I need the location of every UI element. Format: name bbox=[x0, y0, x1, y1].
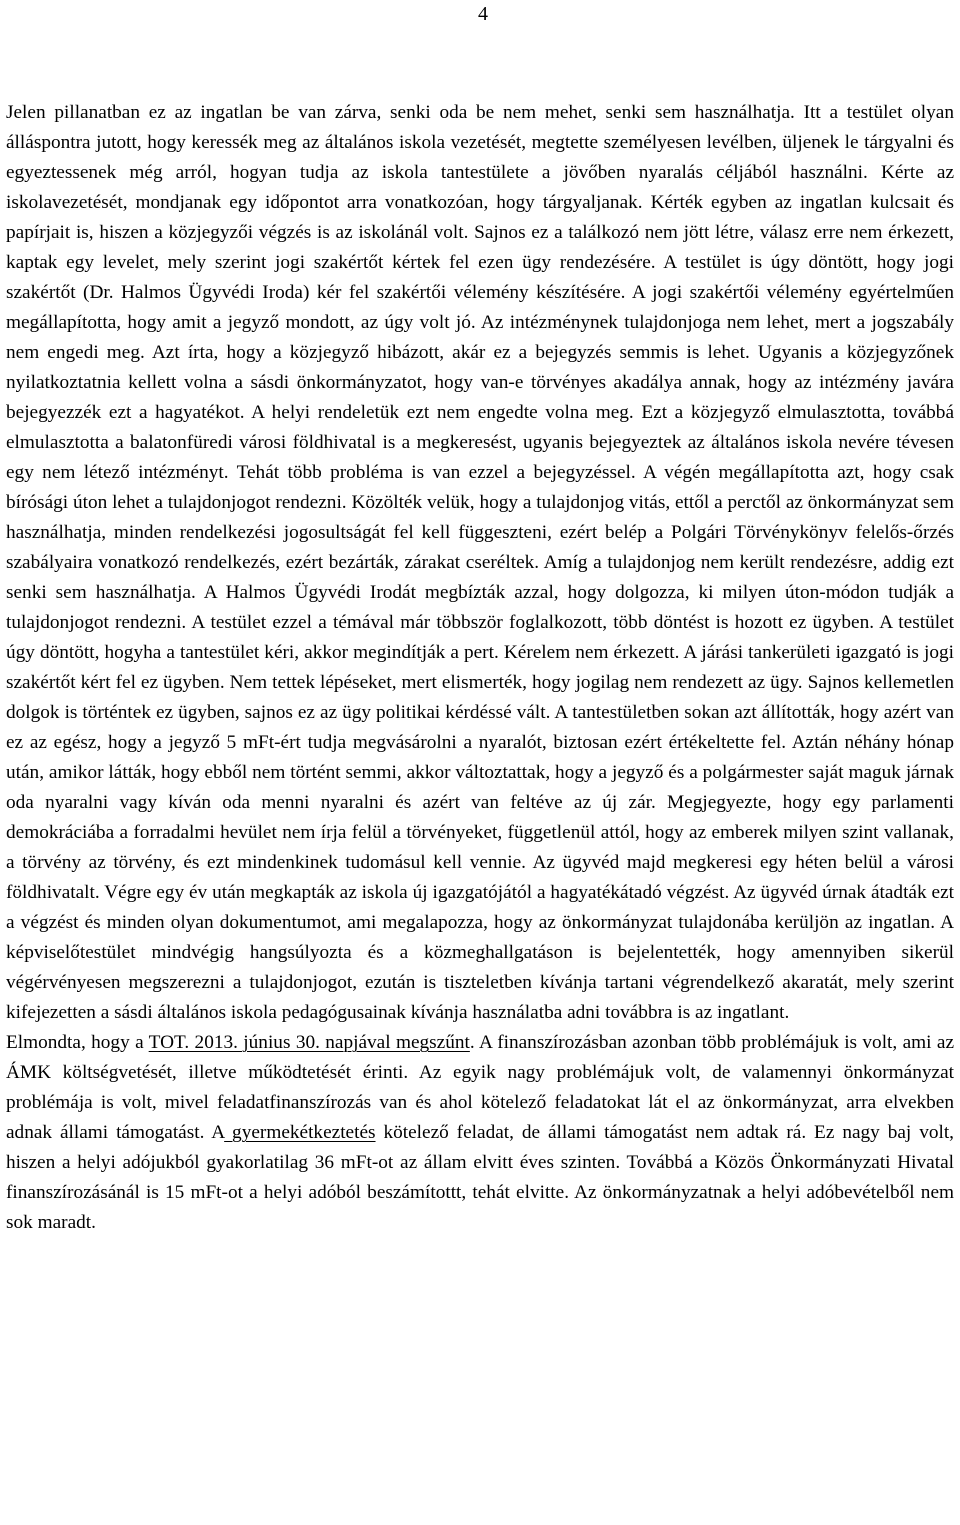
body-text bbox=[6, 98, 954, 1238]
underlined-reference-link[interactable]: TOT. 2013. június 30. napjával megszűnt bbox=[148, 1032, 470, 1053]
paragraph-2-text-b: . A finanszírozásban azonban több problémájuk is volt, ami az ÁMK költségvetését, illetve működtetését érinti. Az egyik nagy problémájuk volt, de valamennyi önkormányzat problémája is volt, mivel feladatfinanszírozás van és ahol kötelező feladatokat lát el az önkormányzat, arra elvekben adnak állami támogatást. A bbox=[6, 1032, 954, 1143]
paragraph-2 bbox=[6, 1028, 954, 1238]
underlined-term-link[interactable]: gyermekétkeztetés bbox=[224, 1122, 376, 1143]
paragraph-2-text-c: kötelező feladat, de állami támogatást nem adtak rá. Ez nagy baj volt, hiszen a helyi adójukból gyakorlatilag 36 mFt-ot az állam elvitt éves szinten. Továbbá a Közös Önkormányzati Hivatal finanszírozásánál is 15 mFt-ot a helyi adóból beszámítottt, tehát elvitte. Az önkormányzatnak a helyi adóbevételből nem sok maradt. bbox=[6, 1122, 955, 1233]
page-number: 4 bbox=[478, 3, 488, 25]
paragraph-1: Jelen pillanatban ez az ingatlan be van zárva, senki oda be nem mehet, senki sem használhatja. Itt a testület olyan álláspontra jutott, hogy keressék meg az általános iskola vezetését, megtette személyesen levélben, üljenek le tárgyalni és egyeztessenek még arról, hogyan tudja az iskola tantestülete a jövőben nyaralás céljából használni. Kérte az iskolavezetését, mondjanak egy időpontot arra vonatkozóan, hogy tárgyaljanak. Kérték egyben az ingatlan kulcsait és papírjait is, hiszen a közjegyzői végzés is az iskolánál volt. Sajnos ez a találkozó nem jött létre, válasz erre nem érkezett, kaptak egy levelet, mely szerint jogi szakértőt kértek fel ezen ügy rendezésére. A testület is úgy döntött, hogy jogi szakértőt (Dr. Halmos Ügyvédi Iroda) kér fel szakértői vélemény készítésére. A jogi szakértői vélemény egyértelműen megállapította, hogy amit a jegyző mondott, az úgy volt jó. Az intézménynek tulajdonjoga nem lehet, mert a jogszabály nem engedi meg. Azt írta, hogy a közjegyző hibázott, akár ez a bejegyzés semmis is lehet. Ugyanis a közjegyzőnek nyilatkoztatnia kellett volna a sásdi önkormányzatot, hogy van-e törvényes akadálya annak, hogy az intézmény javára bejegyezzék ezt a hagyatékot. A helyi rendeletük ezt nem engedte volna meg. Ezt a közjegyző elmulasztotta, továbbá elmulasztotta a balatonfüredi városi földhivatal is a megkeresést, ugyanis bejegyeztek az általános iskola nevére tévesen egy nem létező intézményt. Tehát több probléma is van ezzel a bejegyzéssel. A végén megállapította azt, hogy csak bírósági úton lehet a tulajdonjogot rendezni. Közölték velük, hogy a tulajdonjog vitás, ettől a perctől az önkormányzat sem használhatja, minden rendelkezési jogosultságát fel kell függeszteni, ezért belép a Polgári Törvénykönyv felelős-őrzés szabályaira vonatkozó rendelkezés, ezért bezárták, zárakat cseréltek. Amíg a tulajdonjog nem került rendezésre, addig ezt senki sem használhatja. A Halmos Ügyvédi Irodát megbízták azzal, hogy dolgozza, ki milyen úton-módon tudják a tulajdonjogot rendezni. A testület ezzel a témával már többször foglalkozott, több döntést is hozott ez ügyben. A testület úgy döntött, hogyha a tantestület kéri, akkor megindítják a pert. Kérelem nem érkezett. A járási tankerületi igazgató is jogi szakértőt kért fel ez ügyben. Nem tettek lépéseket, mert elismerték, hogy jogilag nem rendezett az ügy. Sajnos kellemetlen dolgok is történtek ez ügyben, sajnos ez az ügy politikai kérdéssé vált. A tantestületben sokan azt állították, hogy azért van ez az egész, hogy a jegyző 5 mFt-ért tudja megvásárolni a nyaralót, biztosan ezért értékeltette fel. Aztán néhány hónap után, amikor látták, hogy ebből nem történt semmi, akkor változtattak, hogy a jegyző és a polgármester saját maguk járnak oda nyaralni vagy kíván oda menni nyaralni és azért van feltéve az új zár. Megjegyezte, hogy egy parlamenti demokráciába a forradalmi hevület nem írja felül a törvényeket, függetlenül attól, hogy az emberek milyen szint vallanak, a törvény az törvény, és ezt mindenkinek tudomásul kell vennie. Az ügyvéd majd megkeresi egy héten belül a városi földhivatalt. Végre egy év után megkapták az iskola új igazgatójától a hagyatékátadó végzést. Az ügyvéd úrnak átadták ezt a végzést és minden olyan dokumentumot, ami megalapozza, hogy az önkormányzat tulajdonába kerüljön az ingatlan. A képviselőtestület mindvégig hangsúlyozta és a közmeghallgatáson is bejelentették, hogy amennyiben sikerül végérvényesen megszerezni a tulajdonjogot, ezután is tiszteletben kívánja tartani végrendelkező akaratát, mely szerint kifejezetten a sásdi általános iskola pedagógusainak kívánja használatba adni továbbra is az ingatlant. bbox=[6, 102, 954, 1023]
paragraph-2-text-a: Elmondta, hogy a bbox=[6, 1032, 149, 1053]
